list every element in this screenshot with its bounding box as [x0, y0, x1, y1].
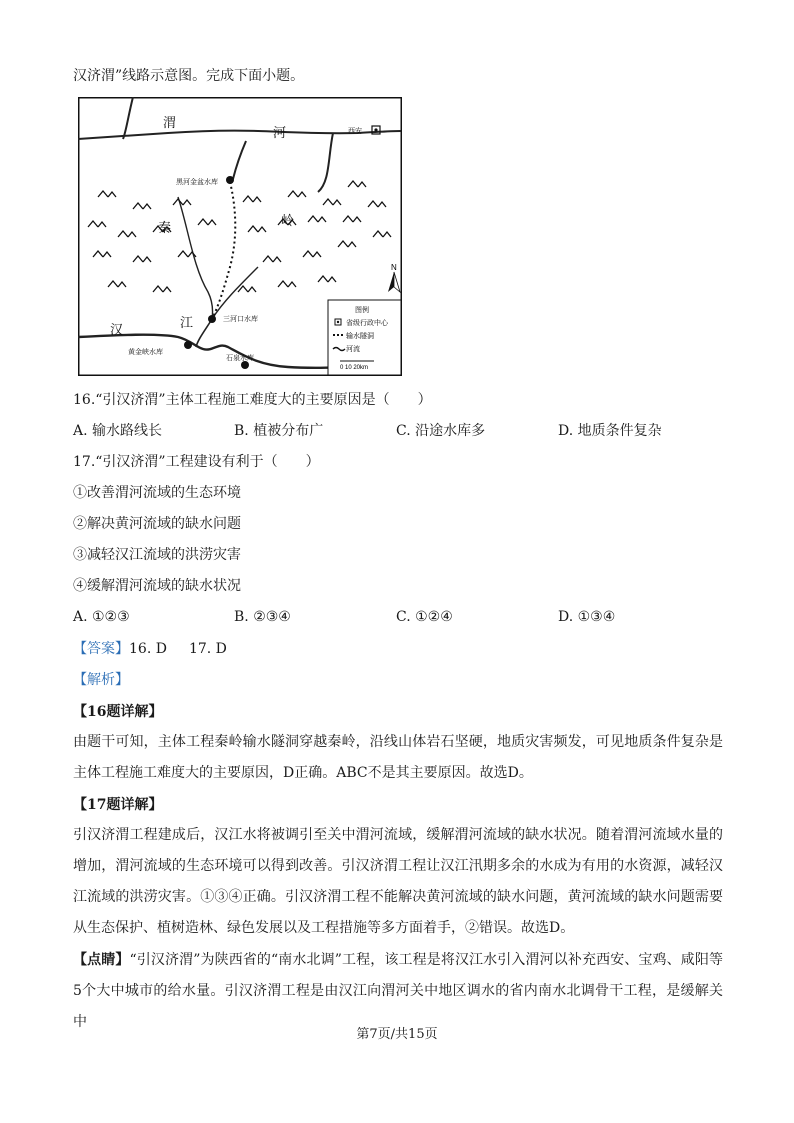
label-wei: 渭	[163, 116, 177, 131]
d16-text: 由题干可知，主体工程秦岭输水隧洞穿越秦岭，沿线山体岩石坚硬，地质灾害频发，可见地质条件复杂是主体工程施工难度大的主要原因，D正确。ABC不是其主要原因。故选D。	[73, 734, 723, 781]
q16-option-b[interactable]: B. 植被分布广	[234, 423, 324, 439]
tip-text: “引汉济渭”为陕西省的“南水北调”工程，该工程是将汉江水引入渭河以补充西安、宝鸡、咸阳等5个大中城市的给水量。引汉济渭工程是由汉江向渭河关中地区调水的省内南水北调骨干工程，是缓解关中	[73, 952, 723, 1030]
sanhekou-reservoir	[208, 315, 216, 323]
legend-capital: 省级行政中心	[346, 319, 388, 327]
label-shiquan: 石泉水库	[226, 354, 254, 362]
map-legend	[328, 300, 401, 375]
label-xian: 西安	[348, 127, 362, 135]
q16-stem: 16.“引汉济渭”主体工程施工难度大的主要原因是（ ）	[73, 392, 432, 408]
huangjinxia-reservoir	[184, 341, 192, 349]
q16-option-a[interactable]: A. 输水路线长	[73, 423, 163, 439]
d17-text: 引汉济渭工程建成后，汉江水将被调引至关中渭河流域，缓解渭河流域的缺水状况。随着渭河流域水量的增加，渭河流域的生态环境可以得到改善。引汉济渭工程让汉江汛期多余的水成为有用的水资源，减轻汉江流域的洪涝灾害。①③④正确。引汉济渭工程不能解决黄河流域的缺水问题，黄河流域的缺水问题需要从生态保护、植树造林、绿色发展以及工程措施等多方面着手，②错误。故选D。	[73, 827, 723, 936]
q17-option-c[interactable]: C. ①②④	[396, 609, 453, 625]
intro-text: 汉济渭”线路示意图。完成下面小题。	[73, 68, 305, 84]
analysis-tag: 【解析】	[73, 672, 129, 688]
legend-title: 图例	[355, 306, 369, 314]
answer-tag: 【答案】	[73, 641, 129, 657]
d17-title: 【17题详解】	[73, 797, 163, 813]
q17-item-3: ③减轻汉江流域的洪涝灾害	[73, 547, 241, 563]
label-sanhekou: 三河口水库	[223, 315, 258, 323]
answer-16: 16. D	[129, 641, 167, 657]
q17-option-d[interactable]: D. ①③④	[558, 609, 616, 625]
svg-text:N: N	[391, 263, 397, 272]
legend-scale: 0 10 20km	[340, 365, 369, 371]
label-ling: 岭	[281, 214, 295, 229]
q16-option-d[interactable]: D. 地质条件复杂	[558, 423, 662, 439]
tip-title: 【点睛】	[73, 952, 130, 968]
d16-title: 【16题详解】	[73, 704, 163, 720]
label-heihe: 黑河金盆水库	[176, 178, 218, 186]
legend-river: 河流	[346, 345, 360, 353]
q17-option-a[interactable]: A. ①②③	[73, 609, 130, 625]
q16-option-c[interactable]: C. 沿途水库多	[396, 423, 486, 439]
heihe-reservoir	[226, 176, 234, 184]
q17-item-1: ①改善渭河流域的生态环境	[73, 485, 241, 501]
q17-item-2: ②解决黄河流域的缺水问题	[73, 516, 241, 532]
route-map	[78, 97, 403, 377]
q17-item-4: ④缓解渭河流域的缺水状况	[73, 578, 241, 594]
legend-tunnel: 输水隧洞	[346, 332, 374, 340]
page-footer: 第7页/共15页	[356, 1027, 438, 1042]
q17-option-b[interactable]: B. ②③④	[234, 609, 291, 625]
label-han: 汉	[110, 323, 124, 338]
answer-line	[73, 639, 227, 659]
q17-stem: 17.“引汉济渭”工程建设有利于（ ）	[73, 454, 320, 470]
label-jiang: 江	[180, 316, 194, 331]
label-qin: 秦	[158, 221, 172, 236]
answer-17: 17. D	[188, 641, 227, 657]
label-he: 河	[273, 126, 287, 141]
shiquan-reservoir	[241, 361, 249, 369]
label-huangjinxia: 黄金峡水库	[128, 348, 163, 356]
